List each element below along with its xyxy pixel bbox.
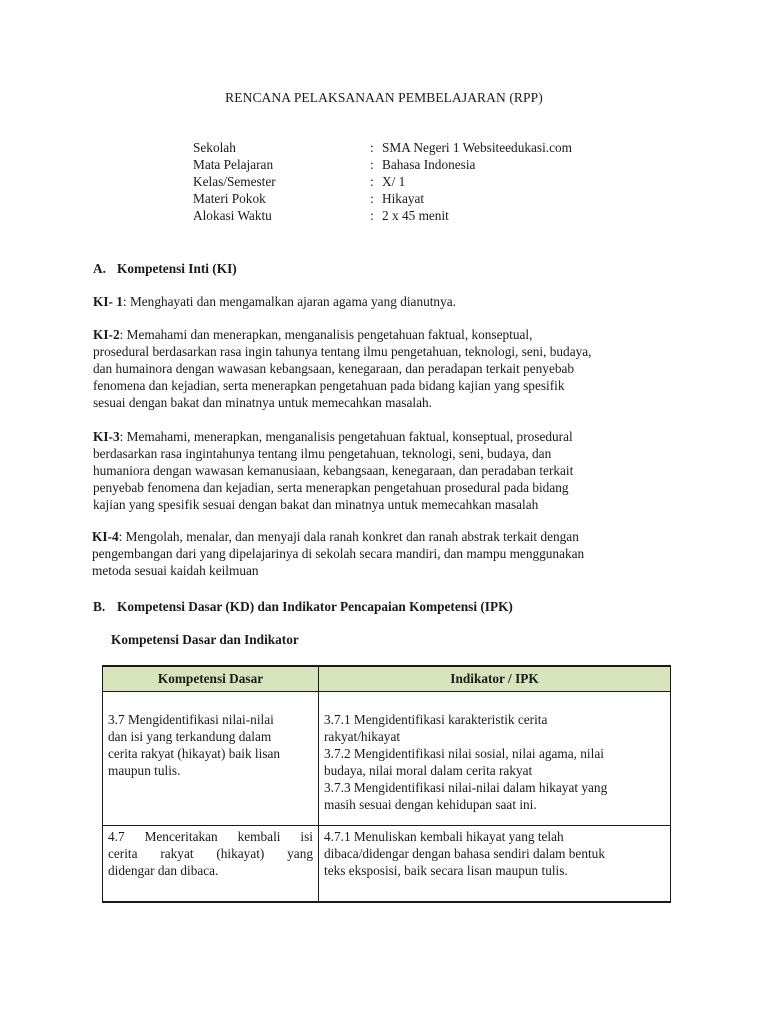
identity-table xyxy=(193,139,572,224)
identity-value: Bahasa Indonesia xyxy=(382,157,476,172)
identity-label: Kelas/Semester xyxy=(193,174,276,189)
ki-4-paragraph: KI-4: Mengolah, menalar, dan menyaji dala ranah konkret dan ranah abstrak terkait dengan pengembangan dari yang dipelajarinya di sekolah secara mandiri, dan mampu menggunakan metoda sesuai kaidah keilmuan xyxy=(92,529,585,578)
table-row xyxy=(103,826,671,903)
identity-row-mata-pelajaran: Mata Pelajaran : Bahasa Indonesia xyxy=(193,157,476,172)
table-row xyxy=(103,692,671,826)
section-b-heading xyxy=(93,598,683,615)
document-title: RENCANA PELAKSANAAN PEMBELAJARAN (RPP) xyxy=(225,90,543,105)
ki-2-paragraph: KI-2: Memahami dan menerapkan, menganalisis pengetahuan faktual, konseptual, prosedural berdasarkan rasa ingin tahunya tentang ilmu pengetahuan, teknologi, seni, budaya, dan humainora dengan wawasan kebangsaan, kenegaraan, dan peradapan terkait penyebab fenomena dan kejadian, serta menerapkan pengetahuan pada bidang kajian yang spesifik sesuai dengan bakat dan minatnya untuk memecahkan masalah. xyxy=(93,327,592,410)
ki-label: KI-2 xyxy=(93,327,120,342)
header-indikator-ipk: Indikator / IPK xyxy=(319,666,671,692)
kd-ipk-table xyxy=(102,665,671,903)
ipk-cell: 4.7.1 Menuliskan kembali hikayat yang telah dibaca/didengar dengan bahasa sendiri dalam bentuk teks eksposisi, baik secara lisan maupun tulis. xyxy=(319,826,671,903)
identity-label: Alokasi Waktu xyxy=(193,208,272,223)
ki-3-paragraph: KI-3: Memahami, menerapkan, menganalisis pengetahuan faktual, konseptual, prosedural berdasarkan rasa ingintahunya tentang ilmu pengetahuan, teknologi, seni, budaya, dan humaniora dengan wawasan kemanusiaan, kebangsaan, kenegaraan, dan peradaban terkait penyebab fenomena dan kejadian, serta menerapkan pengetahuan prosedural pada bidang kajian yang spesifik sesuai dengan bakat dan minatnya untuk memecahkan masalah xyxy=(93,429,574,512)
header-kompetensi-dasar: Kompetensi Dasar xyxy=(103,666,319,692)
ki-label: KI-3 xyxy=(93,429,120,444)
identity-label: Materi Pokok xyxy=(193,191,266,206)
ipk-cell: 3.7.1 Mengidentifikasi karakteristik cerita rakyat/hikayat 3.7.2 Mengidentifikasi nilai sosial, nilai agama, nilai budaya, nilai moral dalam cerita rakyat 3.7.3 Mengidentifikasi nilai-nilai dalam hikayat yang masih sesuai dengan kehidupan saat ini. xyxy=(319,692,671,826)
identity-label: Mata Pelajaran xyxy=(193,157,274,172)
identity-row-materi-pokok: Materi Pokok : Hikayat xyxy=(193,191,425,206)
identity-value: 2 x 45 menit xyxy=(382,208,449,223)
identity-label: Sekolah xyxy=(193,140,236,155)
kd-cell: 3.7 Mengidentifikasi nilai-nilai dan isi yang terkandung dalam cerita rakyat (hikayat) baik lisan maupun tulis. xyxy=(103,692,319,826)
ki-1-paragraph: KI- 1: Menghayati dan mengamalkan ajaran agama yang dianutnya. xyxy=(93,294,456,309)
kd-cell: 4.7 Menceritakan kembali isi cerita rakyat (hikayat) yang didengar dan dibaca. xyxy=(103,826,319,903)
section-title: Kompetensi Dasar (KD) dan Indikator Pencapaian Kompetensi (IPK) xyxy=(117,599,513,614)
section-title: Kompetensi Inti (KI) xyxy=(117,261,237,276)
section-letter: B. xyxy=(93,599,106,614)
identity-row-sekolah: Sekolah : SMA Negeri 1 Websiteedukasi.com xyxy=(193,140,572,155)
identity-row-alokasi-waktu: Alokasi Waktu : 2 x 45 menit xyxy=(193,208,449,223)
identity-row-kelas-semester: Kelas/Semester : X/ 1 xyxy=(193,174,406,189)
subheading: Kompetensi Dasar dan Indikator xyxy=(111,632,299,647)
section-letter: A. xyxy=(93,261,106,276)
identity-value: SMA Negeri 1 Websiteedukasi.com xyxy=(382,140,572,155)
identity-value: X/ 1 xyxy=(382,174,406,189)
ki-label: KI-4 xyxy=(92,529,119,544)
identity-value: Hikayat xyxy=(382,191,425,206)
ki-label: KI- 1 xyxy=(93,294,123,309)
table-header-row xyxy=(103,666,671,692)
section-a-heading xyxy=(93,260,683,277)
